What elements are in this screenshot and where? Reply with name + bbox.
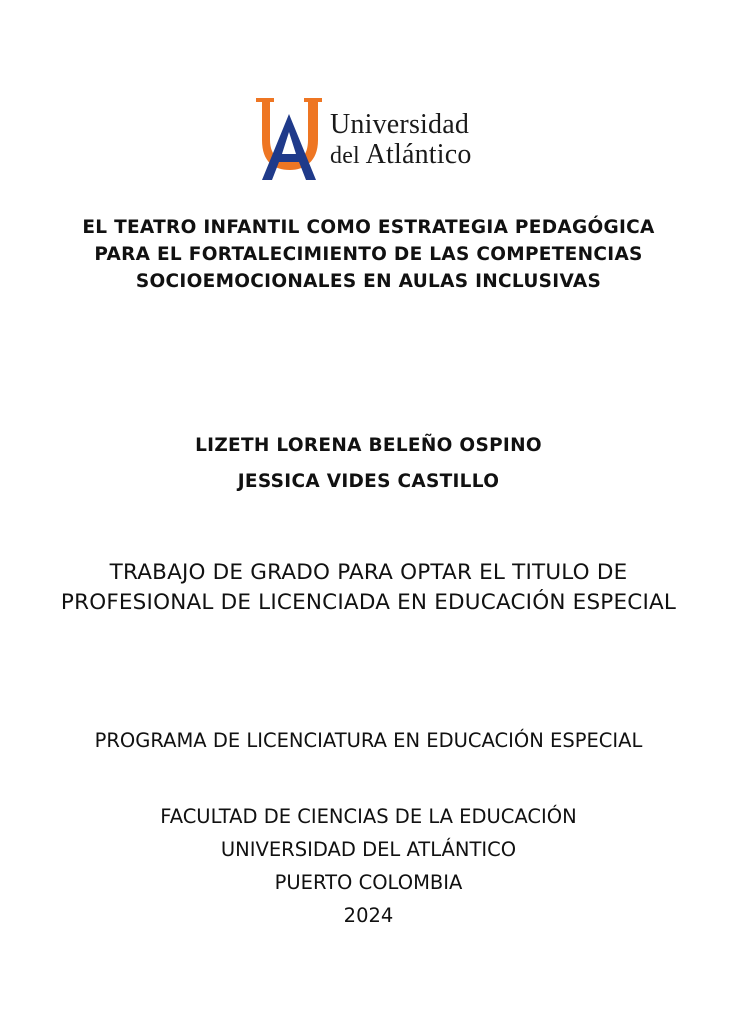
logo-line-universidad: Universidad <box>330 109 470 140</box>
faculty-name: FACULTAD DE CIENCIAS DE LA EDUCACIÓN <box>160 805 577 828</box>
university-logo <box>254 96 486 182</box>
city-name: PUERTO COLOMBIA <box>274 871 463 894</box>
logo-line-atlantico <box>330 140 472 171</box>
university-name: UNIVERSIDAD DEL ATLÁNTICO <box>220 838 517 861</box>
thesis-title: EL TEATRO INFANTIL COMO ESTRATEGIA PEDAGÓGICA PARA EL FORTALECIMIENTO DE LAS COMPETENCIAS SOCIOEMOCIONALES EN AULAS INCLUSIVAS <box>82 217 655 292</box>
program-name: PROGRAMA DE LICENCIATURA EN EDUCACIÓN ESPECIAL <box>94 729 643 752</box>
authors <box>60 428 677 500</box>
ua-logo-mark-icon <box>254 96 324 182</box>
logo-atlantico: Atlántico <box>365 139 472 170</box>
logo-del: del <box>330 143 360 169</box>
degree-statement: TRABAJO DE GRADO PARA OPTAR EL TITULO DE PROFESIONAL DE LICENCIADA EN EDUCACIÓN ESPECIAL <box>60 560 677 615</box>
logo-wordmark <box>330 110 472 171</box>
year: 2024 <box>343 904 394 927</box>
author-name: LIZETH LORENA BELEÑO OSPINO <box>195 435 542 456</box>
institution-block <box>60 800 677 932</box>
author-name: JESSICA VIDES CASTILLO <box>237 471 500 492</box>
